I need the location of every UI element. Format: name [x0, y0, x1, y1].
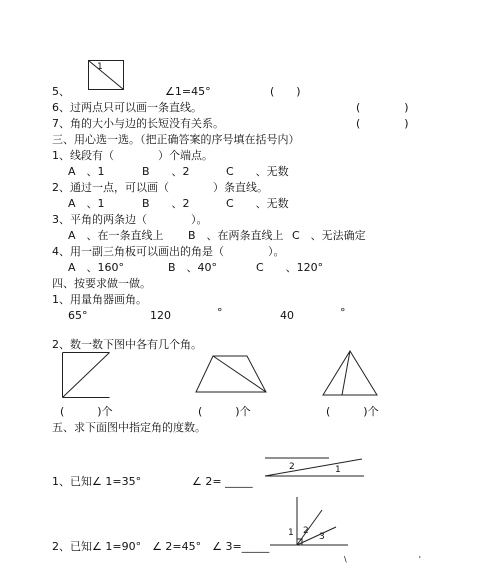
task-1-angle-40: 40	[280, 309, 294, 322]
choice-4-question: 4、用一副三角板可以画出的角是（ ）。	[52, 245, 285, 258]
task-1-question: 1、用量角器画角。	[52, 293, 147, 306]
q5-answer-blank[interactable]: ( )	[270, 85, 301, 98]
choice-3-option-b[interactable]: B 、在两条直线上	[188, 229, 284, 242]
q5-figure-label: 1	[97, 62, 103, 72]
find-2-label-3: 3	[319, 532, 325, 542]
q6-answer-blank[interactable]: ( )	[356, 101, 409, 114]
q5-statement: ∠1=45°	[165, 85, 211, 98]
count-answer-1[interactable]: ( )个	[60, 405, 113, 418]
choice-2-option-c[interactable]: C 、无数	[226, 197, 289, 210]
task-1-degree-mark-2: °	[217, 306, 223, 319]
footer-marks: \ '	[344, 555, 421, 564]
choice-2-option-b[interactable]: B 、2	[142, 197, 190, 210]
choice-3-option-a[interactable]: A 、在一条直线上	[68, 229, 164, 242]
task-1-angle-120: 120	[150, 309, 171, 322]
choice-1-option-b[interactable]: B 、2	[142, 165, 190, 178]
q7-statement: 7、角的大小与边的长短没有关系。	[52, 117, 224, 130]
find-1-given: 1、已知∠ 1=35°	[52, 475, 142, 488]
count-answer-3[interactable]: ( )个	[326, 405, 379, 418]
choice-1-option-c[interactable]: C 、无数	[226, 165, 289, 178]
find-2-figure	[270, 497, 350, 549]
count-answer-2[interactable]: ( )个	[198, 405, 251, 418]
count-figure-trapezoid	[195, 355, 267, 393]
choice-3-question: 3、平角的两条边（ ）。	[52, 213, 208, 226]
choice-1-option-a[interactable]: A 、1	[68, 165, 105, 178]
choice-4-option-b[interactable]: B 、40°	[168, 261, 218, 274]
count-figure-square	[62, 352, 110, 398]
q7-answer-blank[interactable]: ( )	[356, 117, 409, 130]
count-figure-triangle	[322, 350, 378, 396]
find-1-figure	[265, 455, 365, 479]
choice-3-option-c[interactable]: C 、无法确定	[292, 229, 366, 242]
q5-number: 5、	[52, 85, 70, 98]
task-1-angle-65: 65°	[68, 309, 88, 322]
task-1-degree-mark-3: °	[340, 306, 346, 319]
q6-statement: 6、过两点只可以画一条直线。	[52, 101, 202, 114]
section-3-title: 三、用心选一选。（把正确答案的序号填在括号内）	[52, 133, 300, 146]
choice-2-question: 2、通过一点，可以画（ ）条直线。	[52, 181, 268, 194]
find-2-label-2: 2	[303, 526, 309, 536]
section-5-title: 五、求下面图中指定角的度数。	[52, 421, 206, 434]
section-4-title: 四、按要求做一做。	[52, 277, 151, 290]
choice-4-option-c[interactable]: C 、120°	[256, 261, 324, 274]
find-1-label-1: 1	[335, 465, 341, 475]
choice-4-option-a[interactable]: A 、160°	[68, 261, 125, 274]
find-2-label-1: 1	[288, 528, 294, 538]
find-1-ask[interactable]: ∠ 2= _____	[192, 475, 253, 488]
choice-2-option-a[interactable]: A 、1	[68, 197, 105, 210]
find-1-label-2: 2	[289, 462, 295, 472]
choice-1-question: 1、线段有（ ）个端点。	[52, 149, 213, 162]
q5-square-figure	[88, 60, 124, 90]
find-2-given: 2、已知∠ 1=90° ∠ 2=45° ∠ 3=_____	[52, 540, 270, 553]
task-2-question: 2、数一数下图中各有几个角。	[52, 338, 202, 351]
